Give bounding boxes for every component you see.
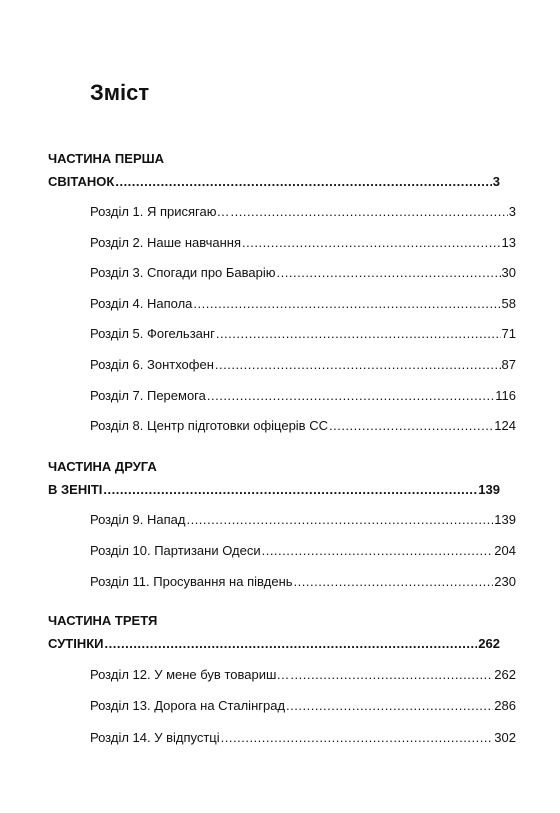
dot-leader	[231, 204, 508, 220]
page-number: 139	[494, 512, 516, 527]
dot-leader	[207, 388, 494, 404]
toc-chapter-row[interactable]	[90, 730, 516, 746]
toc-chapter-row[interactable]	[90, 326, 516, 342]
toc-chapter-row[interactable]	[90, 296, 516, 312]
page-number: 230	[494, 574, 516, 589]
toc-chapter-row[interactable]	[90, 204, 516, 220]
dot-leader	[115, 174, 491, 190]
chapter-title: Розділ 1. Я присягаю…	[90, 204, 230, 219]
dot-leader	[290, 667, 493, 683]
toc-chapter-row[interactable]	[90, 512, 516, 528]
toc-chapter-row[interactable]	[90, 357, 516, 373]
page-number: 116	[495, 388, 516, 403]
page-number: 286	[494, 698, 516, 713]
dot-leader	[329, 418, 493, 434]
toc-chapter-row[interactable]	[90, 235, 516, 251]
page-number: 262	[494, 667, 516, 682]
part-label: ЧАСТИНА ПЕРША	[48, 151, 165, 166]
page-number: 30	[501, 265, 516, 280]
toc-chapter-row[interactable]	[90, 388, 516, 404]
chapter-title: Розділ 13. Дорога на Сталінград	[90, 698, 286, 713]
dot-leader	[294, 574, 494, 590]
chapter-title: Розділ 6. Зонтхофен	[90, 357, 214, 372]
page-number: 139	[478, 482, 500, 497]
section-title: СВІТАНОК	[48, 174, 115, 189]
toc-chapter-row[interactable]	[90, 698, 516, 714]
page-number: 204	[494, 543, 516, 558]
chapter-title: Розділ 3. Спогади про Баварію	[90, 265, 276, 280]
chapter-title: Розділ 5. Фогельзанг	[90, 326, 215, 341]
chapter-title: Розділ 9. Напад	[90, 512, 186, 527]
page-number: 71	[501, 326, 516, 341]
dot-leader	[105, 636, 478, 652]
chapter-title: Розділ 14. У відпустці	[90, 730, 220, 745]
page-number: 87	[501, 357, 516, 372]
chapter-title: Розділ 4. Напола	[90, 296, 193, 311]
toc-chapter-row[interactable]	[90, 574, 516, 590]
page-number: 3	[508, 204, 516, 219]
part-label: ЧАСТИНА ДРУГА	[48, 459, 157, 474]
page-number: 58	[501, 296, 516, 311]
dot-leader	[262, 543, 494, 559]
page-number: 124	[494, 418, 516, 433]
page-number: 302	[494, 730, 516, 745]
dot-leader	[242, 235, 501, 251]
section-title: СУТІНКИ	[48, 636, 104, 651]
dot-leader	[277, 265, 501, 281]
toc-chapter-row[interactable]	[90, 265, 516, 281]
dot-leader	[193, 296, 500, 312]
dot-leader	[186, 512, 493, 528]
page-number: 262	[478, 636, 500, 651]
chapter-title: Розділ 8. Центр підготовки офіцерів СС	[90, 418, 328, 433]
toc-section-row[interactable]	[48, 636, 500, 652]
chapter-title: Розділ 11. Просування на південь	[90, 574, 293, 589]
dot-leader	[216, 326, 501, 342]
dot-leader	[221, 730, 494, 746]
toc-chapter-row[interactable]	[90, 543, 516, 559]
dot-leader	[215, 357, 501, 373]
page-number: 3	[492, 174, 500, 189]
toc-chapter-row[interactable]	[90, 418, 516, 434]
page-number: 13	[501, 235, 516, 250]
page-title: Зміст	[90, 80, 150, 105]
dot-leader	[103, 482, 477, 498]
chapter-title: Розділ 10. Партизани Одеси	[90, 543, 261, 558]
toc-section-row[interactable]	[48, 482, 500, 498]
toc-chapter-row[interactable]	[90, 667, 516, 683]
toc-section-row[interactable]	[48, 174, 500, 190]
chapter-title: Розділ 7. Перемога	[90, 388, 206, 403]
dot-leader	[286, 698, 493, 714]
section-title: В ЗЕНІТІ	[48, 482, 103, 497]
part-label: ЧАСТИНА ТРЕТЯ	[48, 613, 158, 628]
chapter-title: Розділ 2. Наше навчання	[90, 235, 242, 250]
chapter-title: Розділ 12. У мене був товариш…	[90, 667, 290, 682]
